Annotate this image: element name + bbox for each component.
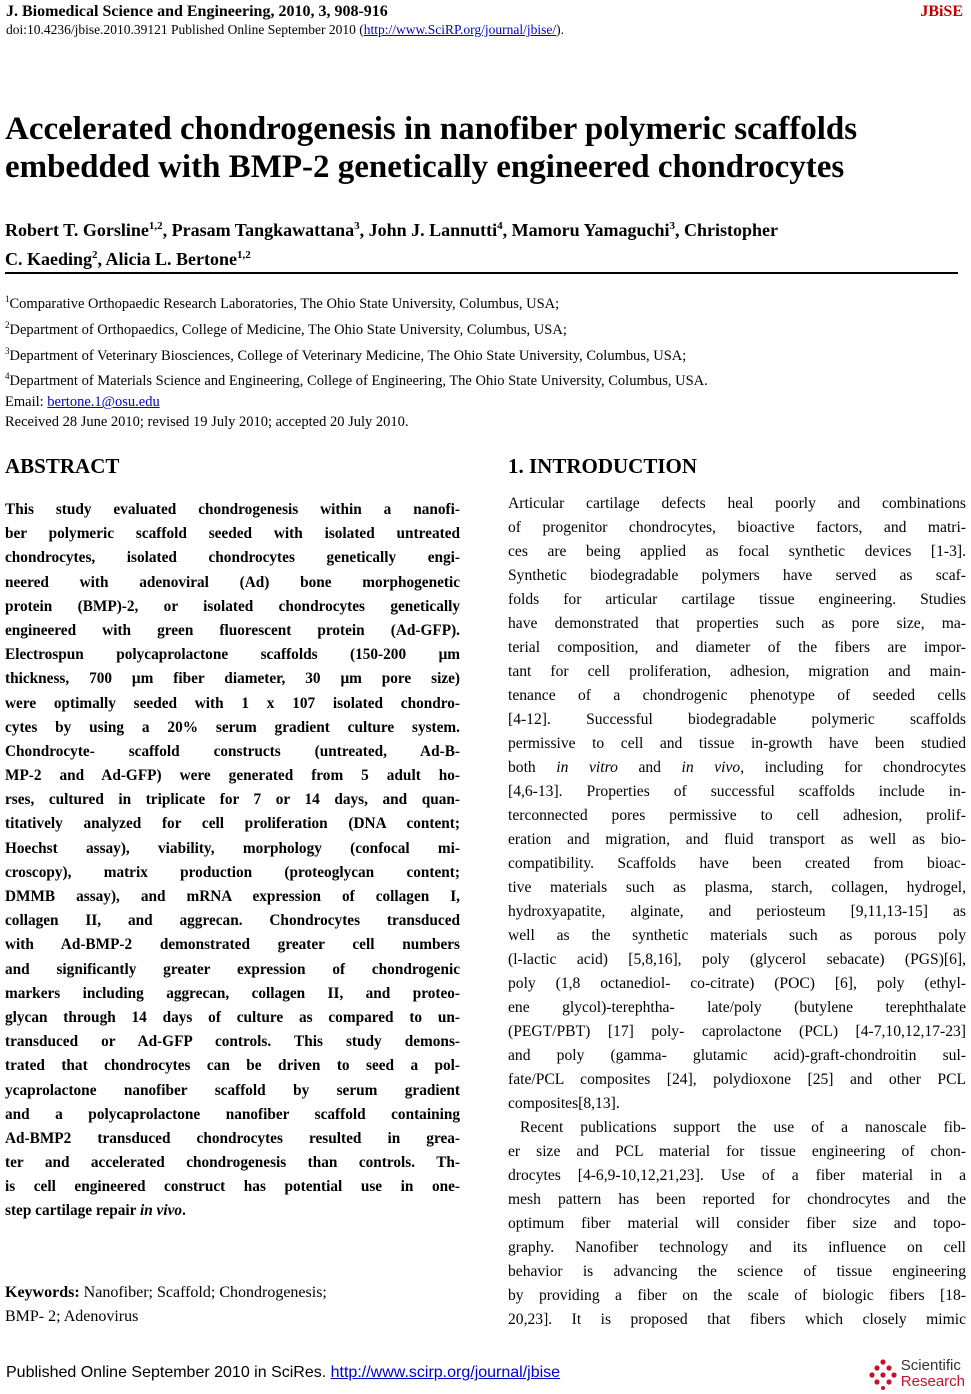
introduction-body — [508, 492, 966, 1332]
abstract-line: cytes by using a 20% serum gradient culture system. — [5, 718, 460, 736]
introduction-line: Synthetic biodegradable polymers have served as scaf- — [508, 567, 966, 584]
introduction-line: ene glycol)-terephtha- late/poly (butylene terephthalate — [508, 999, 966, 1016]
introduction-line: composites[8,13]. — [508, 1095, 620, 1112]
keywords: Keywords: Nanofiber; Scaffold; Chondrogenesis; BMP- 2; Adenovirus — [5, 1284, 327, 1325]
abstract-line: Electrospun polycaprolactone scaffolds (150-200 μm — [5, 646, 460, 664]
abstract-line: glycan through 14 days of culture as compared to un- — [5, 1008, 460, 1026]
introduction-line: permissive to cell and tissue in-growth have been studied — [508, 735, 966, 752]
abstract-line: Hoechst assay), viability, morphology (confocal mi- — [5, 839, 460, 857]
paper-title — [5, 110, 965, 186]
abstract-line: ycaprolactone nanofiber scaffold by serum gradient — [5, 1081, 460, 1099]
abstract-line: titatively analyzed for cell proliferation (DNA content; — [5, 815, 460, 833]
abstract-body — [5, 498, 460, 1224]
affiliation-3: $^3$Department of Veterinary Biosciences, College of Veterinary Medicine, The Ohio State University, Columbus, USA; — [5, 345, 687, 364]
abstract-line: MP-2 and Ad-GFP) were generated from 5 adult ho- — [5, 767, 460, 785]
abstract-line: DMMB assay), and mRNA expression of collagen I, — [5, 888, 460, 905]
abstract-line: and a polycaprolactone nanofiber scaffold containing — [5, 1105, 460, 1123]
abstract-line: and significantly greater expression of chondrogenic — [5, 960, 460, 978]
header-divider — [5, 272, 958, 274]
journal-citation: J. Biomedical Science and Engineering, 2010, 3, 908-916 — [6, 3, 388, 20]
introduction-line: [4-12]. Successful biodegradable polymeric scaffolds — [508, 711, 966, 728]
introduction-line: terial composition, and diameter of the fibers are impor- — [508, 639, 966, 656]
abstract-line: trated that chondrocytes can be driven to seed a pol- — [5, 1057, 460, 1075]
introduction-line: (PEGT/PBT) [17] poly- caprolactone (PCL) [4-7,10,12,17-23] — [508, 1023, 966, 1040]
abstract-line: thickness, 700 μm fiber diameter, 30 μm pore size) — [5, 670, 460, 688]
scientific-research-logo-icon — [869, 1358, 897, 1390]
introduction-line: tive materials such as plasma, starch, collagen, hydrogel, — [508, 879, 966, 896]
introduction-heading: 1. INTRODUCTION — [508, 454, 698, 478]
abstract-line: engineered with green fluorescent protein (Ad-GFP). — [5, 621, 460, 639]
introduction-line: (l-lactic acid) [5,8,16], poly (glycerol sebacate) (PGS)[6], — [508, 951, 966, 968]
introduction-line: er size and PCL material for tissue engineering of chon- — [508, 1143, 966, 1160]
introduction-line: fate/PCL composites [24], polydioxone [25] and other PCL — [508, 1071, 966, 1088]
introduction-line: compatibility. Scaffolds have been created from bioac- — [508, 855, 966, 872]
introduction-line: Recent publications support the use of a nanoscale fib- — [520, 1119, 966, 1136]
introduction-line: both in vitro and in vivo, including for chondrocytes — [508, 759, 966, 776]
introduction-line: graphy. Nanofiber technology and its influence on cell — [508, 1239, 966, 1256]
abstract-line: is cell engineered construct has potential use in one- — [5, 1178, 460, 1196]
abstract-line: Ad-BMP2 transduced chondrocytes resulted in grea- — [5, 1129, 460, 1147]
introduction-line: 20,23]. It is proposed that fibers which closely mimic — [508, 1311, 966, 1328]
abstract-line: chondrocytes, isolated chondrocytes genetically engi- — [5, 549, 460, 567]
introduction-line: ces are being applied as focal synthetic devices [1-3]. — [508, 543, 966, 560]
abstract-line: This study evaluated chondrogenesis within a nanofi- — [5, 501, 460, 518]
introduction-line: poly (1,8 octanediol- co-citrate) (POC) [6], poly (ethyl- — [508, 975, 966, 992]
author-line-2: C. Kaeding$^2$, Alicia L. Bertone$^{1,2}$ — [5, 249, 251, 269]
introduction-line: tant for cell proliferation, adhesion, migration and main- — [508, 663, 966, 680]
footer-journal-link[interactable]: http://www.scirp.org/journal/jbise — [330, 1364, 561, 1381]
abstract-line: transduced or Ad-GFP controls. This study demons- — [5, 1033, 460, 1051]
introduction-line: tenance of a chondrogenic phenotype of seeded cells — [508, 687, 966, 704]
abstract-line: rses, cultured in triplicate for 7 or 14 days, and quan- — [5, 791, 460, 809]
abstract-line: ber polymeric scaffold seeded with isolated untreated — [5, 525, 460, 543]
doi-line: doi:10.4236/jbise.2010.39121 Published Online September 2010 (http://www.SciRP.org/journal/jbise/). — [6, 22, 564, 37]
introduction-line: mesh pattern has been reported for chondrocytes and the — [508, 1191, 966, 1208]
abstract-line: neered with adenoviral (Ad) bone morphogenetic — [5, 573, 460, 591]
page-footer: Published Online September 2010 in SciRes. http://www.scirp.org/journal/jbise — [6, 1364, 561, 1381]
introduction-line: by providing a fiber on the scale of biologic fibers [18- — [508, 1287, 966, 1304]
title-line-2: embedded with BMP-2 genetically engineered chondrocytes — [5, 149, 845, 185]
abstract-line: were optimally seeded with 1 x 107 isolated chondro- — [5, 694, 460, 712]
introduction-line: behavior is advancing the science of tissue engineering — [508, 1263, 966, 1280]
introduction-line: of progenitor chondrocytes, bioactive factors, and matri- — [508, 519, 966, 536]
abstract-heading: ABSTRACT — [5, 454, 120, 478]
introduction-line: folds for articular cartilage tissue engineering. Studies — [508, 591, 966, 608]
abstract-line: step cartilage repair in vivo. — [5, 1202, 186, 1220]
introduction-line: terconnected pores permissive to cell adhesion, prolif- — [508, 807, 966, 824]
email-link[interactable]: bertone.1@osu.edu — [47, 394, 160, 411]
author-list — [5, 214, 965, 272]
publisher-logo — [869, 1358, 965, 1390]
affiliation-1: $^1$Comparative Orthopaedic Research Laboratories, The Ohio State University, Columbus, USA; — [5, 294, 560, 312]
introduction-line: eration and migration, and fluid transport as well as bio- — [508, 831, 966, 848]
abstract-line: Chondrocyte- scaffold constructs (untreated, Ad-B- — [5, 742, 460, 760]
journal-code: JBiSE — [920, 3, 963, 20]
affiliations — [5, 289, 965, 413]
introduction-line: optimum fiber material will consider fiber size and topo- — [508, 1215, 966, 1232]
abstract-line: with Ad-BMP-2 demonstrated greater cell numbers — [5, 936, 460, 954]
introduction-line: well as the synthetic materials such as porous poly — [508, 927, 966, 944]
abstract-line: croscopy), matrix production (proteoglycan content; — [5, 863, 460, 881]
abstract-line: markers including aggrecan, collagen II, and proteo- — [5, 984, 460, 1002]
abstract-line: ter and accelerated chondrogenesis than controls. Th- — [5, 1154, 460, 1172]
received-dates: Received 28 June 2010; revised 19 July 2010; accepted 20 July 2010. — [5, 414, 409, 430]
introduction-line: hydroxyapatite, alginate, and periosteum [9,11,13-15] as — [508, 903, 966, 920]
affiliation-2: $^2$Department of Orthopaedics, College of Medicine, The Ohio State University, Columbus, USA; — [5, 319, 567, 338]
journal-url-link[interactable]: http://www.SciRP.org/journal/jbise/ — [363, 22, 557, 37]
introduction-line: [4,6-13]. Properties of successful scaffolds include in- — [508, 783, 966, 800]
title-line-1: Accelerated chondrogenesis in nanofiber polymeric scaffolds — [5, 111, 858, 147]
introduction-line: have demonstrated that properties such as pore size, ma- — [508, 615, 966, 632]
introduction-line: drocytes [4-6,9-10,12,21,23]. Use of a fiber material in a — [508, 1167, 966, 1184]
abstract-line: protein (BMP)-2, or isolated chondrocytes genetically — [5, 597, 460, 615]
introduction-line: Articular cartilage defects heal poorly and combinations — [508, 495, 966, 512]
contact-email: Email: bertone.1@osu.edu — [5, 394, 160, 411]
author-line-1: Robert T. Gorsline$^{1,2}$, Prasam Tangkawattana$^3$, John J. Lannutti$^4$, Mamoru Yamaguchi$^3$, Christopher — [5, 220, 778, 240]
logo-text: Scientific Research — [900, 1357, 965, 1390]
abstract-line: collagen II, and aggrecan. Chondrocytes transduced — [5, 912, 460, 930]
introduction-line: and poly (gamma- glutamic acid)-graft-chondroitin sul- — [508, 1047, 966, 1064]
affiliation-4: $^4$Department of Materials Science and Engineering, College of Engineering, The Ohio State University, Columbus, USA. — [5, 371, 708, 390]
